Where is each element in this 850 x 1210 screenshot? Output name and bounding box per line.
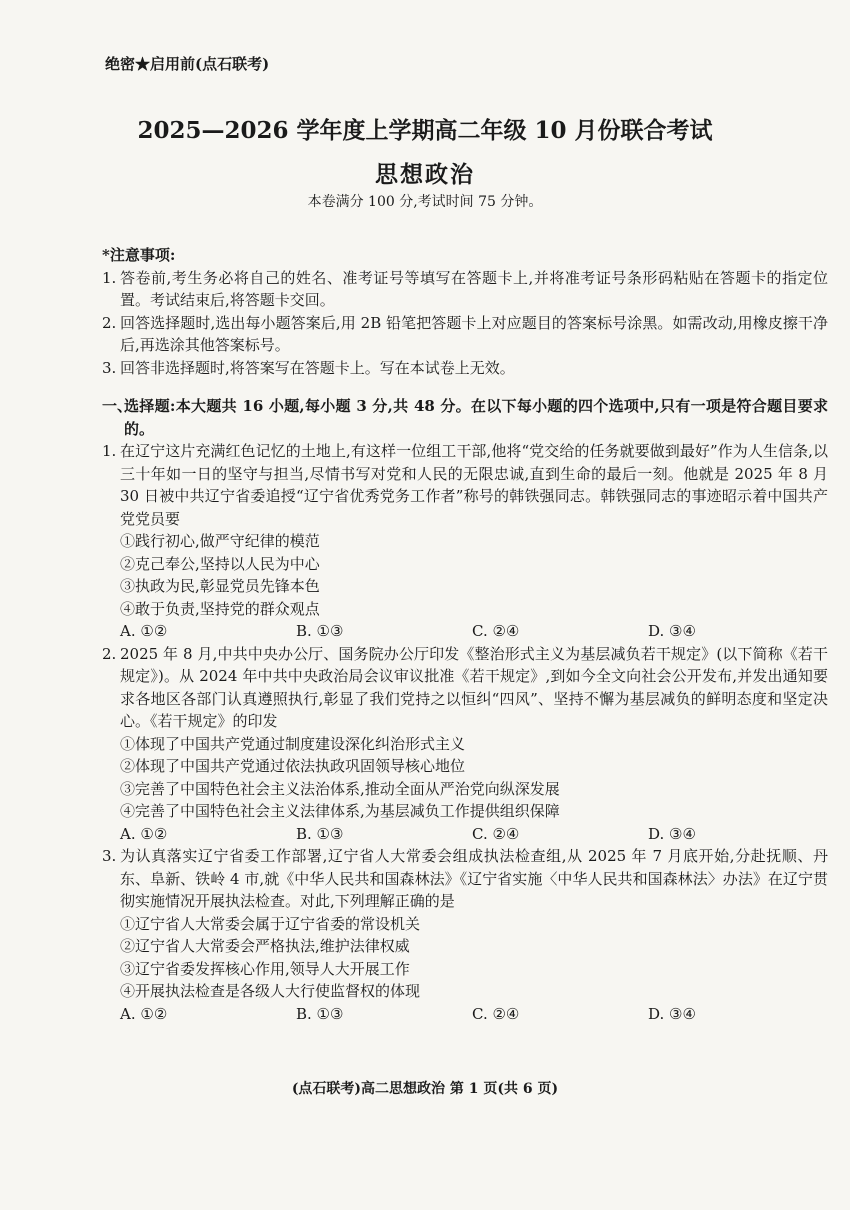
choice-b: B. ①③ — [296, 1004, 344, 1023]
secret-mark: 绝密★启用前(点石联考) — [105, 55, 270, 73]
question-stem — [102, 440, 828, 530]
section-text: 选择题:本大题共 16 小题,每小题 3 分,共 48 分。在以下每小题的四个选项中,只有一项是符合题目要求的。 — [124, 397, 828, 438]
exam-body — [102, 244, 828, 1025]
choice-a: A. ①② — [120, 824, 168, 843]
question-text: 在辽宁这片充满红色记忆的土地上,有这样一位组工干部,他将“党交给的任务就要做到最好”作为人生信条,以三十年如一日的坚守与担当,尽情书写对党和人民的无限忠诚,直到生命的最后一刻。他就是 2025 年 8 月 30 日被中共辽宁省委追授“辽宁省优秀党务工作者”称号的韩铁强同志。韩铁强同志的事迹昭示着中国共产党党员要 — [120, 442, 828, 528]
choice-a: A. ①② — [120, 622, 168, 640]
question-stem — [102, 643, 828, 733]
choice-c: C. ②④ — [472, 622, 520, 640]
exam-title: 2025—2026 学年度上学期高二年级 10 月份联合考试 — [137, 117, 713, 144]
section-heading — [102, 395, 828, 440]
subject-title: 思想政治 — [375, 161, 475, 188]
question-statement: ②辽宁省人大常委会严格执法,维护法律权威 — [120, 937, 410, 955]
question-statement: ④敢于负责,坚持党的群众观点 — [120, 599, 320, 618]
answer-choices — [102, 620, 828, 643]
question-statement: ①体现了中国共产党通过制度建设深化纠治形式主义 — [120, 734, 466, 753]
answer-choices — [102, 823, 828, 846]
question-number: 3. — [102, 847, 117, 865]
choice-d: D. ③④ — [648, 1004, 696, 1023]
question-text: 为认真落实辽宁省委工作部署,辽宁省人大常委会组成执法检查组,从 2025 年 7 月底开始,分赴抚顺、丹东、阜新、铁岭 4 市,就《中华人民共和国森林法》《辽宁省实施〈中华人民共和国森林法〉办法》在辽宁贯彻实施情况开展执法检查。对此,下列理解正确的是 — [120, 847, 828, 910]
choice-c: C. ②④ — [472, 1004, 520, 1023]
question-statement: ③辽宁省委发挥核心作用,领导人大开展工作 — [120, 959, 410, 978]
question-statement: ②体现了中国共产党通过依法执政巩固领导核心地位 — [120, 757, 466, 775]
choice-a: A. ①② — [120, 1004, 168, 1023]
choice-b: B. ①③ — [296, 622, 344, 640]
note-text: 回答非选择题时,将答案写在答题卡上。写在本试卷上无效。 — [120, 358, 515, 377]
choice-c: C. ②④ — [472, 824, 520, 843]
note-text: 回答选择题时,选出每小题答案后,用 2B 铅笔把答题卡上对应题目的答案标号涂黑。如需改动,用橡皮擦干净后,再选涂其他答案标号。 — [120, 313, 828, 354]
note-number: 2. — [102, 313, 117, 332]
note-text: 答卷前,考生务必将自己的姓名、准考证号等填写在答题卡上,并将准考证号条形码粘贴在答题卡的指定位置。考试结束后,将答题卡交回。 — [120, 268, 828, 309]
choice-b: B. ①③ — [296, 824, 344, 843]
question-statement: ①辽宁省人大常委会属于辽宁省委的常设机关 — [120, 914, 421, 933]
note-number: 1. — [102, 268, 117, 287]
question-number: 1. — [102, 442, 117, 460]
question-statement: ④开展执法检查是各级人大行使监督权的体现 — [120, 982, 421, 1000]
question-statement: ③完善了中国特色社会主义法治体系,推动全面从严治党向纵深发展 — [120, 779, 560, 798]
question-text: 2025 年 8 月,中共中央办公厅、国务院办公厅印发《整治形式主义为基层减负若干规定》(以下简称《若干规定》)。从 2024 年中共中央政治局会议审议批准《若干规定》,到如今全文向社会公开发布,并发出通知要求各地区各部门认真遵照执行,彰显了我们党持之以恒纠“四风”、坚持不懈为基层减负的鲜明态度和坚定决心。《若干规定》的印发 — [120, 644, 828, 730]
page-footer: (点石联考)高二思想政治 第 1 页(共 6 页) — [291, 1081, 559, 1097]
choice-d: D. ③④ — [648, 824, 696, 843]
note-number: 3. — [102, 358, 117, 377]
question-statement: ④完善了中国特色社会主义法律体系,为基层减负工作提供组织保障 — [120, 802, 560, 820]
choice-d: D. ③④ — [648, 622, 696, 640]
score-info: 本卷满分 100 分,考试时间 75 分钟。 — [307, 194, 543, 210]
note-item — [102, 312, 828, 357]
notes-title: *注意事项: — [102, 246, 176, 264]
note-item — [102, 267, 828, 312]
question-stem — [102, 845, 828, 913]
answer-choices — [102, 1003, 828, 1026]
question-statement: ③执政为民,彰显党员先锋本色 — [120, 577, 320, 595]
question-statement: ②克己奉公,坚持以人民为中心 — [120, 554, 320, 573]
section-number: 一、 — [102, 397, 133, 415]
question-number: 2. — [102, 644, 117, 663]
question-statement: ①践行初心,做严守纪律的模范 — [120, 532, 320, 550]
note-item — [102, 357, 828, 380]
